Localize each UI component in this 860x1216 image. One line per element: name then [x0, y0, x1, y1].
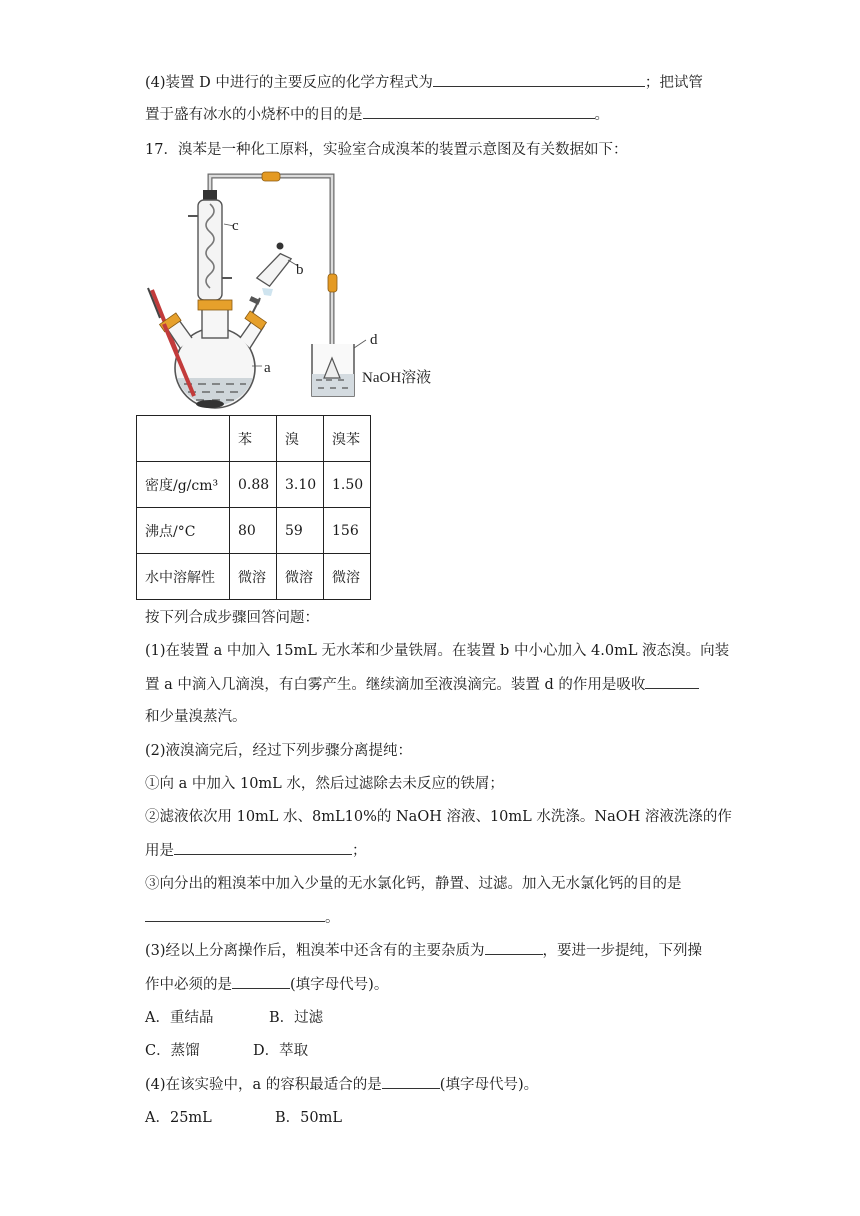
three-neck-flask-a	[160, 300, 267, 408]
p1-text: 置 a 中滴入几滴溴，有白雾产生。继续滴加至液溴滴完。装置 d 的作用是吸收	[145, 677, 646, 693]
table-cell: 密度/g/cm³	[137, 462, 230, 508]
table-header-cell: 溴	[277, 416, 324, 462]
p2-text: ；	[352, 843, 367, 859]
p4-options-row-1	[145, 1108, 342, 1128]
label-b: b	[296, 262, 304, 278]
q16-line-2	[145, 104, 609, 125]
p4-line-1	[145, 1074, 538, 1095]
p3-options-row-1	[145, 1008, 323, 1028]
properties-table	[136, 415, 371, 600]
q17-intro: 17．溴苯是一种化工原料，实验室合成溴苯的装置示意图及有关数据如下：	[145, 142, 628, 158]
p1-line-2	[145, 674, 699, 695]
table-header-cell: 溴苯	[324, 416, 371, 462]
option-b[interactable]: B．50mL	[275, 1110, 342, 1126]
answer-blank[interactable]	[382, 1074, 440, 1089]
option-a[interactable]: A．25mL	[145, 1110, 212, 1126]
p2-text: 。	[325, 910, 340, 926]
p2-step-2b	[145, 840, 367, 861]
answer-blank[interactable]	[363, 104, 595, 119]
option-c[interactable]: C．蒸馏	[145, 1043, 200, 1059]
p2-step-1: ①向 a 中加入 10mL 水，然后过滤除去未反应的铁屑；	[145, 776, 504, 792]
table-cell: 59	[277, 508, 324, 554]
p2-text: 用是	[145, 843, 174, 859]
table-header-cell	[137, 416, 230, 462]
table-cell: 微溶	[324, 554, 371, 600]
q16-line-1	[145, 72, 703, 93]
p4-text: (4)在该实验中，a 的容积最适合的是	[145, 1077, 382, 1093]
q16-text: 置于盛有冰水的小烧杯中的目的是	[145, 107, 363, 123]
table-row	[137, 508, 371, 554]
option-a[interactable]: A．重结晶	[145, 1010, 214, 1026]
label-naoh: NaOH溶液	[362, 370, 432, 386]
condenser-c	[188, 190, 234, 308]
tube-connector	[262, 172, 280, 181]
p2-step-3b	[145, 907, 340, 928]
steps-intro: 按下列合成步骤回答问题：	[145, 610, 319, 626]
option-b[interactable]: B．过滤	[269, 1010, 324, 1026]
tube-connector	[328, 274, 337, 292]
dropping-funnel-b	[249, 243, 298, 319]
table-cell: 0.88	[230, 462, 277, 508]
table-cell: 微溶	[277, 554, 324, 600]
table-cell: 微溶	[230, 554, 277, 600]
table-cell: 1.50	[324, 462, 371, 508]
answer-blank[interactable]	[645, 674, 699, 689]
table-cell: 80	[230, 508, 277, 554]
beaker-d	[312, 340, 366, 396]
label-a: a	[264, 360, 271, 376]
p1-line-3: 和少量溴蒸汽。	[145, 709, 247, 725]
p1-line-1: (1)在装置 a 中加入 15mL 无水苯和少量铁屑。在装置 b 中小心加入 4.0mL 液态溴。向装	[145, 643, 730, 659]
p2-step-2: ②滤液依次用 10mL 水、8mL10%的 NaOH 溶液、10mL 水洗涤。NaOH 溶液洗涤的作	[145, 809, 732, 825]
answer-blank[interactable]	[174, 840, 352, 855]
p2-step-3: ③向分出的粗溴苯中加入少量的无水氯化钙，静置、过滤。加入无水氯化钙的目的是	[145, 876, 682, 892]
option-d[interactable]: D．萃取	[253, 1043, 309, 1059]
answer-blank[interactable]	[433, 72, 645, 87]
answer-blank[interactable]	[232, 974, 290, 989]
table-row	[137, 554, 371, 600]
p3-text: (填字母代号)。	[290, 977, 389, 993]
apparatus-diagram	[140, 168, 460, 413]
p3-text: 作中必须的是	[145, 977, 232, 993]
p3-text: ，要进一步提纯，下列操	[542, 943, 703, 959]
label-c: c	[232, 218, 239, 234]
p3-text: (3)经以上分离操作后，粗溴苯中还含有的主要杂质为	[145, 943, 485, 959]
p3-line-1	[145, 940, 702, 961]
p4-text: (填字母代号)。	[439, 1077, 539, 1093]
p3-line-2	[145, 974, 388, 995]
label-d: d	[370, 332, 378, 348]
answer-blank[interactable]	[145, 907, 325, 922]
table-header-cell: 苯	[230, 416, 277, 462]
q16-text: 。	[594, 107, 609, 123]
q16-text: (4)装置 D 中进行的主要反应的化学方程式为	[145, 75, 433, 91]
p3-options-row-2	[145, 1041, 308, 1061]
table-row	[137, 462, 371, 508]
table-cell: 水中溶解性	[137, 554, 230, 600]
table-header-row	[137, 416, 371, 462]
table-cell: 沸点/°C	[137, 508, 230, 554]
answer-blank[interactable]	[485, 940, 543, 955]
q16-text: ；把试管	[644, 75, 703, 91]
table-cell: 3.10	[277, 462, 324, 508]
p2-line-1: (2)液溴滴完后，经过下列步骤分离提纯：	[145, 743, 413, 759]
table-cell: 156	[324, 508, 371, 554]
